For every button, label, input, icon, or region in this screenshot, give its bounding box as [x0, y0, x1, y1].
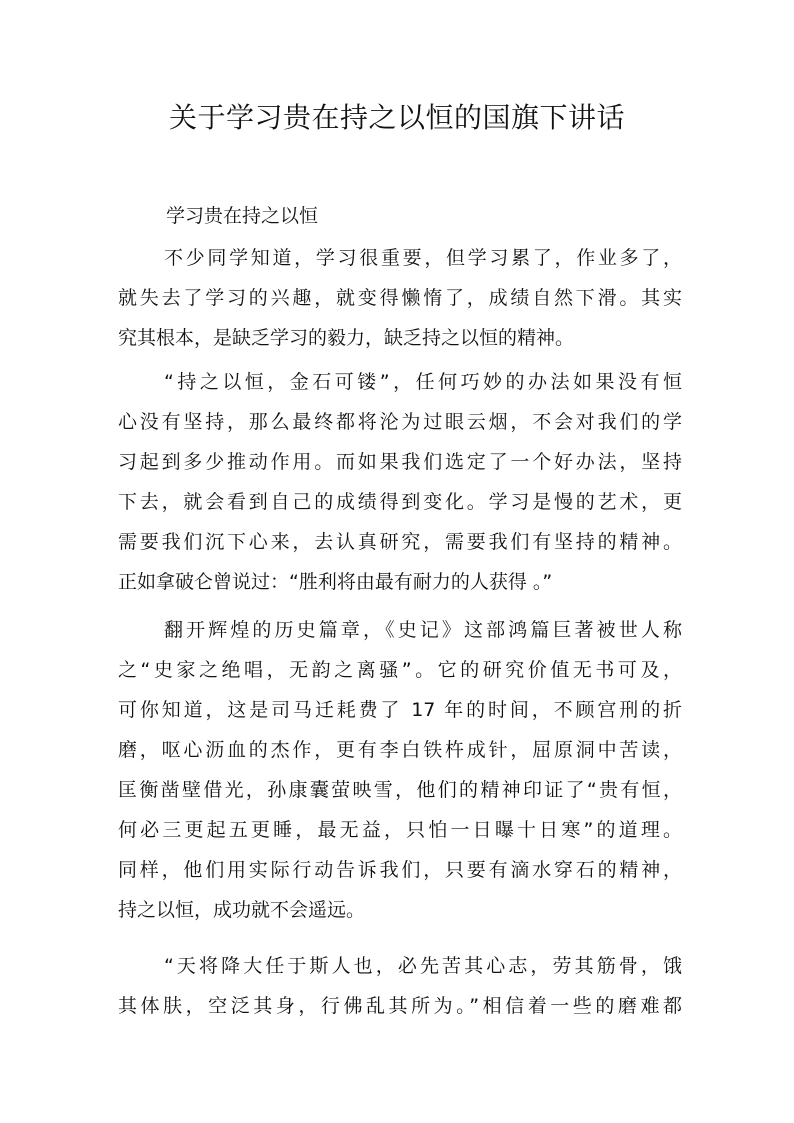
paragraph-line: 就失去了学习的兴趣，就变得懒惰了，成绩自然下滑。其实 [118, 287, 682, 309]
paragraph-line: 下去，就会看到自己的成绩得到变化。学习是慢的艺术，更 [118, 491, 682, 513]
paragraph-line: 不少同学知道，学习很重要，但学习累了，作业多了， [164, 247, 682, 269]
paragraph-line: 同样，他们用实际行动告诉我们，只要有滴水穿石的精神， [118, 859, 682, 881]
paragraph-line: 之“史家之绝唱，无韵之离骚”。它的研究价值无书可及， [118, 659, 682, 681]
paragraph-line: “天将降大任于斯人也，必先苦其心志，劳其筋骨，饿 [164, 955, 682, 977]
paragraph-line: 何必三更起五更睡，最无益，只怕一日曝十日寒”的道理。 [118, 819, 682, 841]
paragraph-line: 可你知道，这是司马迁耗费了 17 年的时间，不顾宫刑的折 [118, 699, 682, 721]
document-subtitle: 学习贵在持之以恒 [166, 205, 319, 227]
document-title: 关于学习贵在持之以恒的国旗下讲话 [168, 101, 625, 134]
paragraph-1 [118, 238, 682, 358]
paragraph-line: “持之以恒，金石可镂”，任何巧妙的办法如果没有恒 [164, 371, 682, 393]
paragraph-4 [118, 946, 682, 1026]
paragraph-line: 匡衡凿壁借光，孙康囊萤映雪，他们的精神印证了“贵有恒， [118, 779, 682, 801]
paragraph-line: 究其根本，是缺乏学习的毅力，缺乏持之以恒的精神。 [118, 327, 575, 349]
paragraph-line: 心没有坚持，那么最终都将沦为过眼云烟，不会对我们的学 [118, 411, 682, 433]
paragraph-line: 习起到多少推动作用。而如果我们选定了一个好办法，坚持 [118, 451, 682, 473]
paragraph-2 [118, 362, 682, 602]
paragraph-line: 磨，呕心沥血的杰作，更有李白铁杵成针，屈原洞中苦读， [118, 739, 682, 761]
paragraph-line: 翻开辉煌的历史篇章，《史记》这部鸿篇巨著被世人称 [164, 619, 682, 641]
paragraph-line: 需要我们沉下心来，去认真研究，需要我们有坚持的精神。 [118, 531, 682, 553]
paragraph-line: 持之以恒，成功就不会遥远。 [118, 899, 366, 921]
paragraph-line: 正如拿破仑曾说过：“胜利将由最有耐力的人获得 。” [118, 571, 553, 593]
paragraph-3 [118, 610, 682, 930]
paragraph-line: 其体肤，空泛其身，行佛乱其所为。”相信着一些的磨难都 [118, 995, 682, 1017]
